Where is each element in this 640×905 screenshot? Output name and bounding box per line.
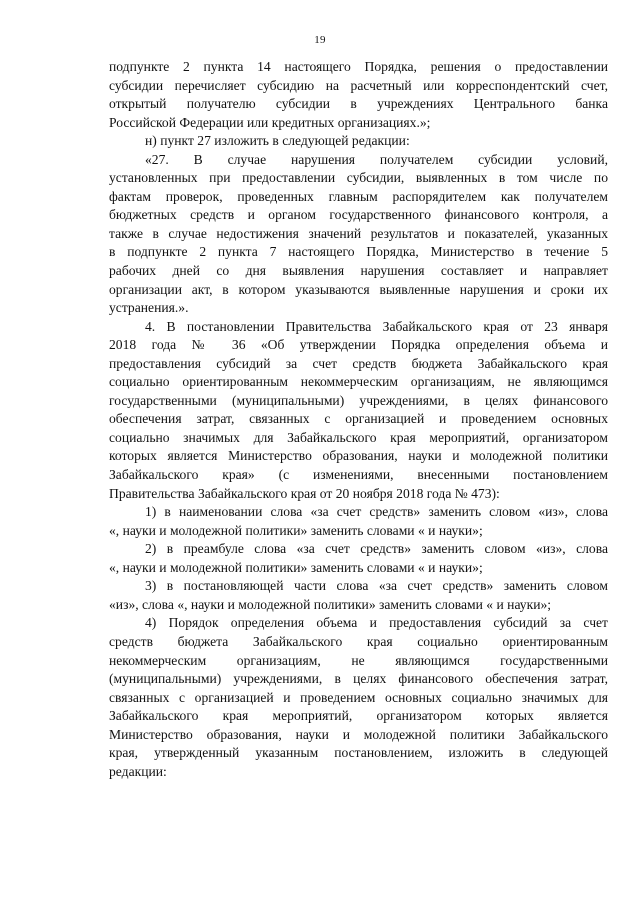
text-line: открытый получателю субсидии в учреждениях Центрального банка xyxy=(109,96,608,112)
text-line: края, утвержденный указанным постановлением, изложить в следующей xyxy=(109,745,608,761)
text-line: некоммерческим организациям, не являющимся государственными xyxy=(109,652,608,668)
text-line: 2018 года № 36 «Об утверждении Порядка определения объема и xyxy=(109,337,608,353)
text-line: устранения.». xyxy=(109,300,189,316)
text-line: 3) в постановляющей части слова «за счет средств» заменить словом xyxy=(145,578,608,594)
page-number: 19 xyxy=(314,34,326,46)
text-line: обеспечения затрат, связанных с организацией и проведением основных xyxy=(109,411,608,427)
text-line: 2) в преамбуле слова «за счет средств» заменить словом «из», слова xyxy=(145,541,608,557)
text-line: Забайкальского края» (с изменениями, внесенными постановлением xyxy=(109,467,608,483)
text-line: 1) в наименовании слова «за счет средств» заменить словом «из», слова xyxy=(145,504,608,520)
text-line: Российской Федерации или кредитных организациях.»; xyxy=(109,114,431,130)
text-line: «из», слова «, науки и молодежной политики» заменить словами « и науки»; xyxy=(109,596,552,612)
text-line: в подпункте 2 пункта 7 настоящего Порядка, Министерство в течение 5 xyxy=(109,244,608,260)
text-line: фактам проверок, проведенных главным распорядителем как получателем xyxy=(109,188,608,204)
text-line: подпункте 2 пункта 14 настоящего Порядка, решения о предоставлении xyxy=(109,59,608,74)
document-body xyxy=(109,58,608,781)
text-line: средств бюджета Забайкальского края социально ориентированным xyxy=(109,633,608,649)
text-line: установленных при предоставлении субсидии, выявленных в том числе по xyxy=(109,170,608,186)
text-line: связанных с организацией и проведением основных социально значимых для xyxy=(109,689,608,705)
text-line: рабочих дней со дня выявления нарушения составляет и направляет xyxy=(109,263,608,279)
text-line: которых является Министерство образования, науки и молодежной политики xyxy=(109,448,608,464)
text-line: н) пункт 27 изложить в следующей редакции: xyxy=(145,133,410,149)
text-line: редакции: xyxy=(109,763,167,779)
text-line: Забайкальского края мероприятий, организатором которых является xyxy=(109,708,608,724)
text-line: субсидии перечисляет субсидию на расчетный или корреспондентский счет, xyxy=(109,77,608,93)
text-line: организации акт, в котором указываются выявленные нарушения и сроки их xyxy=(109,281,608,297)
text-line: социально значимых для Забайкальского края мероприятий, организатором xyxy=(109,429,608,445)
text-line: Министерство образования, науки и молодежной политики Забайкальского xyxy=(109,726,608,742)
text-line: предоставления субсидий за счет средств бюджета Забайкальского края xyxy=(109,355,608,371)
text-line: 4) Порядок определения объема и предоставления субсидий за счет xyxy=(145,615,608,631)
text-line: бюджетных средств и органом государственного финансового контроля, а xyxy=(109,207,608,223)
text-line: также в случае недостижения значений результатов и показателей, указанных xyxy=(109,225,608,241)
text-line: «, науки и молодежной политики» заменить словами « и науки»; xyxy=(109,559,483,575)
text-line: «, науки и молодежной политики» заменить словами « и науки»; xyxy=(109,522,483,538)
text-line: социально ориентированным некоммерческим организациям, не являющимся xyxy=(109,374,608,390)
text-line: Правительства Забайкальского края от 20 ноября 2018 года № 473): xyxy=(109,485,500,501)
text-line: государственными (муниципальными) учреждениями, в целях финансового xyxy=(109,392,608,408)
text-line: (муниципальными) учреждениями, в целях финансового обеспечения затрат, xyxy=(109,671,608,687)
text-line: «27. В случае нарушения получателем субсидии условий, xyxy=(145,151,608,167)
text-line: 4. В постановлении Правительства Забайкальского края от 23 января xyxy=(145,318,608,334)
